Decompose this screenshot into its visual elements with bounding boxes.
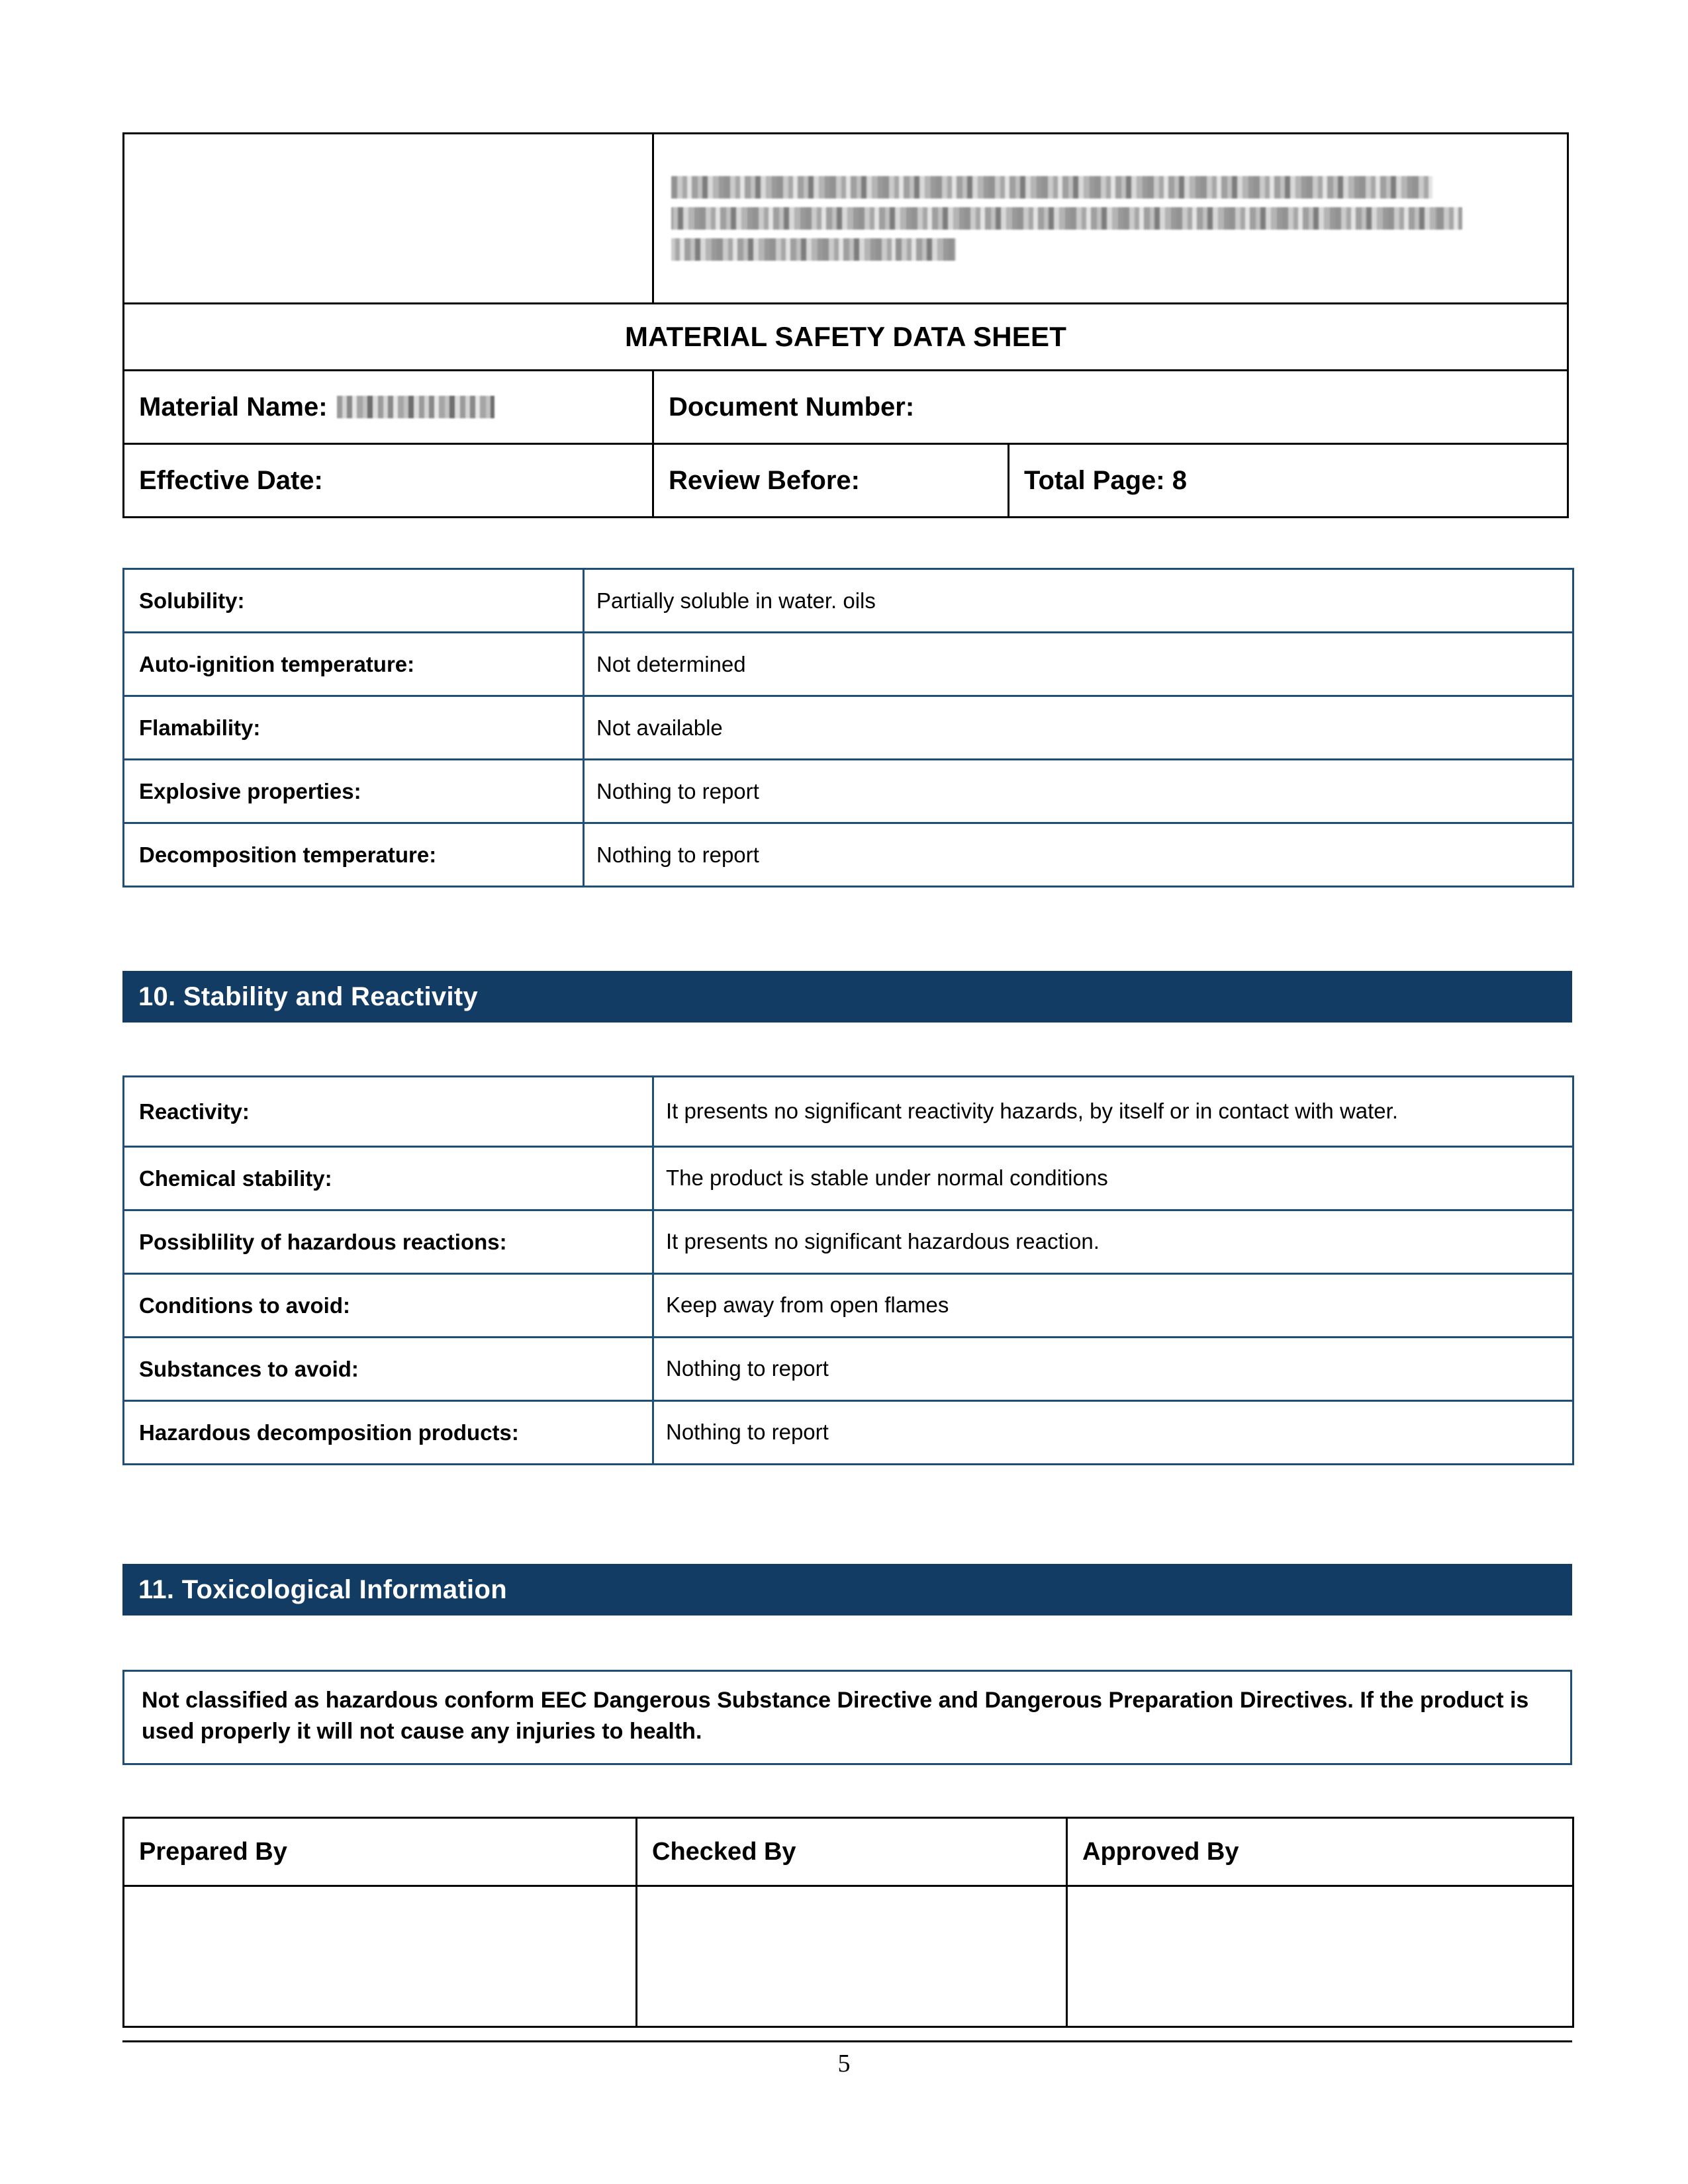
property-value: Not determined bbox=[584, 633, 1573, 696]
table-row bbox=[124, 760, 1573, 823]
footer-divider bbox=[122, 2040, 1572, 2042]
property-value: Keep away from open flames bbox=[653, 1274, 1573, 1338]
company-name-cell bbox=[653, 134, 1568, 304]
section-heading-label: 10. Stability and Reactivity bbox=[138, 981, 479, 1011]
signature-header-prepared-by: Prepared By bbox=[124, 1818, 637, 1886]
header-date-row bbox=[124, 444, 1568, 518]
property-label: Explosive properties: bbox=[124, 760, 584, 823]
table-row bbox=[124, 823, 1573, 887]
total-page-cell: Total Page: 8 bbox=[1009, 444, 1568, 518]
property-label: Reactivity: bbox=[124, 1077, 653, 1147]
property-label: Auto-ignition temperature: bbox=[124, 633, 584, 696]
section-heading-toxicological-information bbox=[122, 1564, 1572, 1615]
company-logo-cell bbox=[124, 134, 653, 304]
property-value: Nothing to report bbox=[584, 823, 1573, 887]
property-label: Decomposition temperature: bbox=[124, 823, 584, 887]
stability-reactivity-table bbox=[122, 1075, 1572, 1465]
property-value: Not available bbox=[584, 696, 1573, 760]
review-before-cell: Review Before: bbox=[653, 444, 1009, 518]
property-value: It presents no significant reactivity hazards, by itself or in contact with water. bbox=[653, 1077, 1573, 1147]
section-heading-label: 11. Toxicological Information bbox=[138, 1574, 507, 1604]
table-row bbox=[124, 1210, 1573, 1274]
effective-date-cell: Effective Date: bbox=[124, 444, 653, 518]
property-value: Partially soluble in water. oils bbox=[584, 569, 1573, 633]
property-value: Nothing to report bbox=[584, 760, 1573, 823]
toxicological-note-box bbox=[122, 1670, 1572, 1765]
property-value: Nothing to report bbox=[653, 1338, 1573, 1401]
page-title: MATERIAL SAFETY DATA SHEET bbox=[124, 304, 1568, 371]
signature-table bbox=[122, 1817, 1572, 2028]
header-company-row bbox=[124, 134, 1568, 304]
table-row bbox=[124, 696, 1573, 760]
material-name-cell bbox=[124, 371, 653, 444]
redacted-line-1 bbox=[671, 176, 1432, 199]
table-row bbox=[124, 633, 1573, 696]
section-heading-stability-and-reactivity bbox=[122, 971, 1572, 1023]
redacted-line-3 bbox=[671, 238, 956, 261]
signature-field-prepared-by[interactable] bbox=[124, 1886, 637, 2027]
material-name-label: Material Name: bbox=[139, 392, 328, 422]
material-name-value-redacted bbox=[337, 396, 494, 418]
table-row bbox=[124, 1077, 1573, 1147]
property-label: Possiblility of hazardous reactions: bbox=[124, 1210, 653, 1274]
document-header-table bbox=[122, 132, 1567, 518]
footer-page-number: 5 bbox=[837, 2050, 851, 2077]
header-title-row bbox=[124, 304, 1568, 371]
signature-header-row bbox=[124, 1818, 1573, 1886]
table-row bbox=[124, 1274, 1573, 1338]
property-value: Nothing to report bbox=[653, 1401, 1573, 1465]
physical-properties-table bbox=[122, 568, 1572, 887]
signature-value-row bbox=[124, 1886, 1573, 2027]
document-number-cell: Document Number: bbox=[653, 371, 1568, 444]
signature-field-approved-by[interactable] bbox=[1067, 1886, 1573, 2027]
company-name-redacted bbox=[671, 176, 1552, 261]
signature-field-checked-by[interactable] bbox=[637, 1886, 1067, 2027]
property-value: It presents no significant hazardous reaction. bbox=[653, 1210, 1573, 1274]
table-row bbox=[124, 569, 1573, 633]
toxicological-note-text: Not classified as hazardous conform EEC Dangerous Substance Directive and Dangerous Preparation Directives. If the product is used properly it will not cause any injuries to health. bbox=[142, 1688, 1529, 1744]
signature-header-checked-by: Checked By bbox=[637, 1818, 1067, 1886]
property-label: Solubility: bbox=[124, 569, 584, 633]
property-label: Substances to avoid: bbox=[124, 1338, 653, 1401]
property-label: Conditions to avoid: bbox=[124, 1274, 653, 1338]
property-label: Flamability: bbox=[124, 696, 584, 760]
property-value: The product is stable under normal conditions bbox=[653, 1147, 1573, 1210]
table-row bbox=[124, 1401, 1573, 1465]
property-label: Hazardous decomposition products: bbox=[124, 1401, 653, 1465]
redacted-line-2 bbox=[671, 207, 1462, 230]
table-row bbox=[124, 1338, 1573, 1401]
header-material-row bbox=[124, 371, 1568, 444]
table-row bbox=[124, 1147, 1573, 1210]
signature-header-approved-by: Approved By bbox=[1067, 1818, 1573, 1886]
property-label: Chemical stability: bbox=[124, 1147, 653, 1210]
